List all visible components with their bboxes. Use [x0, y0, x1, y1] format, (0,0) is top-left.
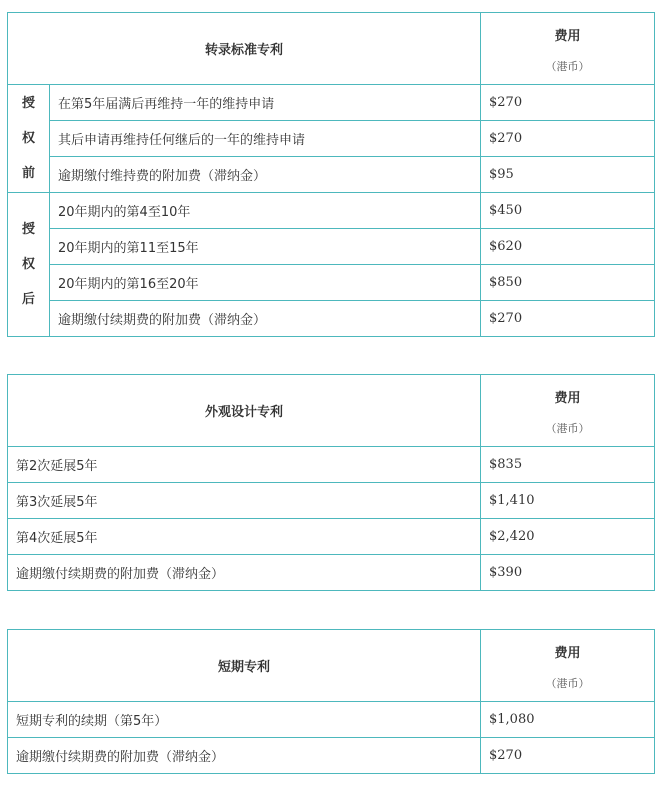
table-title: 短期专利: [8, 630, 481, 702]
group-label-pre-grant: [8, 85, 50, 193]
table-row: [8, 85, 655, 121]
table-header-row: [8, 375, 655, 447]
table-row: [8, 555, 655, 591]
table-title: 外观设计专利: [8, 375, 481, 447]
fee-item: 逾期缴付续期费的附加费（滞纳金）: [50, 301, 481, 337]
fee-amount: $270: [481, 85, 655, 121]
table-row: [8, 519, 655, 555]
fee-amount: $95: [481, 157, 655, 193]
fee-item: 第3次延展5年: [8, 483, 481, 519]
design-patent-fee-table: [7, 374, 655, 591]
fee-item: 逾期缴付维持费的附加费（滞纳金）: [50, 157, 481, 193]
table-row: [8, 265, 655, 301]
table-row: [8, 121, 655, 157]
fee-item: 逾期缴付续期费的附加费（滞纳金）: [8, 738, 481, 774]
group-label-post-grant: [8, 193, 50, 337]
fee-item: 在第5年届满后再维持一年的维持申请: [50, 85, 481, 121]
table-row: [8, 301, 655, 337]
fee-amount: $835: [481, 447, 655, 483]
fee-amount: $390: [481, 555, 655, 591]
group-label-char: 权: [21, 131, 35, 146]
fee-header: [481, 13, 655, 85]
group-label-char: 后: [21, 292, 35, 307]
fee-item: 短期专利的续期（第5年）: [8, 702, 481, 738]
fee-item: 20年期内的第11至15年: [50, 229, 481, 265]
group-label-char: 授: [21, 96, 35, 111]
table-title: 转录标准专利: [8, 13, 481, 85]
table-row: [8, 447, 655, 483]
fee-header-label: 费用: [554, 391, 581, 406]
fee-header-unit: （港币）: [545, 60, 590, 73]
fee-amount: $850: [481, 265, 655, 301]
table-row: [8, 229, 655, 265]
fee-amount: $270: [481, 738, 655, 774]
fee-item: 20年期内的第16至20年: [50, 265, 481, 301]
fee-header-unit: （港币）: [545, 422, 590, 435]
fee-header: [481, 375, 655, 447]
table-header-row: [8, 13, 655, 85]
table-row: [8, 157, 655, 193]
group-label-char: 权: [21, 257, 35, 272]
fee-item: 逾期缴付续期费的附加费（滞纳金）: [8, 555, 481, 591]
fee-item: 20年期内的第4至10年: [50, 193, 481, 229]
table-row: [8, 193, 655, 229]
standard-patent-fee-table: [7, 12, 655, 337]
fee-amount: $450: [481, 193, 655, 229]
fee-item: 第4次延展5年: [8, 519, 481, 555]
fee-header-unit: （港币）: [545, 677, 590, 690]
short-term-patent-fee-table: [7, 629, 655, 774]
table-row: [8, 483, 655, 519]
fee-amount: $2,420: [481, 519, 655, 555]
fee-header-label: 费用: [554, 29, 581, 44]
table-row: [8, 738, 655, 774]
fee-header: [481, 630, 655, 702]
fee-amount: $1,080: [481, 702, 655, 738]
fee-amount: $620: [481, 229, 655, 265]
fee-header-label: 费用: [554, 646, 581, 661]
table-header-row: [8, 630, 655, 702]
fee-item: 其后申请再维持任何继后的一年的维持申请: [50, 121, 481, 157]
table-row: [8, 702, 655, 738]
fee-item: 第2次延展5年: [8, 447, 481, 483]
group-label-char: 授: [21, 222, 35, 237]
fee-amount: $1,410: [481, 483, 655, 519]
fee-amount: $270: [481, 301, 655, 337]
fee-amount: $270: [481, 121, 655, 157]
group-label-char: 前: [21, 166, 35, 181]
